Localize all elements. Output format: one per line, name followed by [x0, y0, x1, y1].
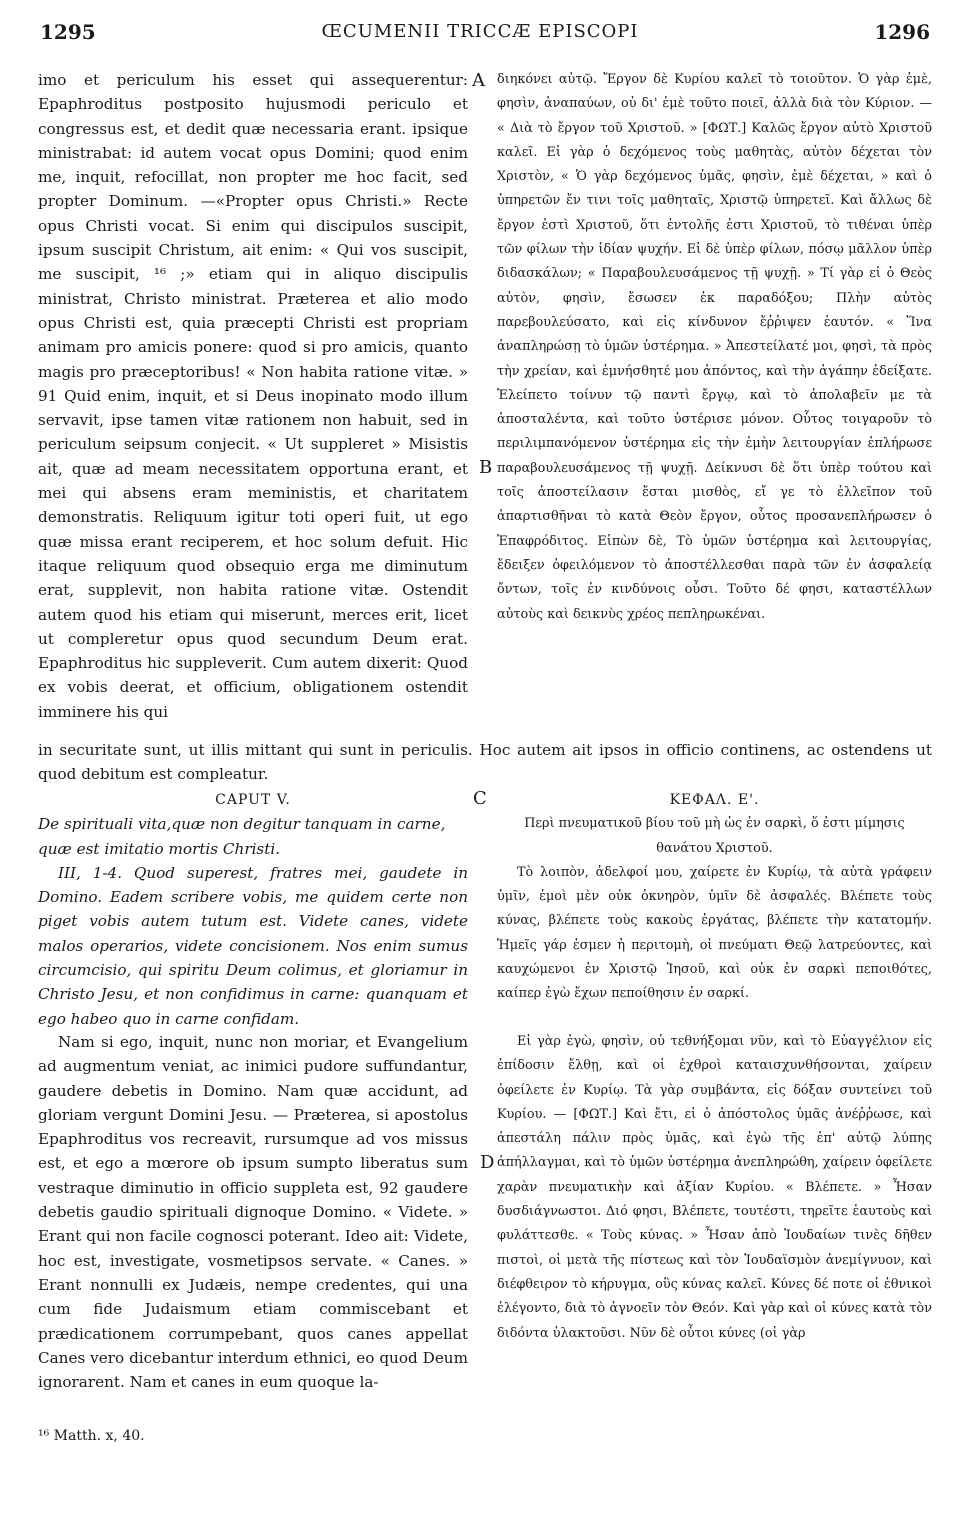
page-number-left: 1295	[40, 20, 96, 44]
latin-verse-text: III, 1-4. Quod superest, fratres mei, gaudete in Domino. Eadem scribere vobis, me quidem certe non piget vobis autem tutum est. Videte canes, videte malos operarios, videte concisionem. Nos enim sumus circumcisio, qui spiritu Deum colimus, et gloriamur in Christo Jesu, et non confidimus in carne: quanquam et ego habeo quo in carne confidam.	[38, 863, 468, 1028]
latin-text-top: imo et periculum his esset qui assequerentur: Epaphroditus postposito hujusmodi periculo et congressus est, et dedit quæ necessaria erant. ipsique ministrabat: id autem vocat opus Domini; quod enim me, inquit, refocillat, non propter me hoc facit, sed propter Dominum. —«Propter opus Christi.» Recte opus Christi vocat. Si enim qui discipulos suscipit, ipsum suscipit Christum, ait enim: « Qui vos suscipit, me suscipit, ¹⁶ ;» etiam qui in aliquo discipulis ministrat, Christo ministrat. Præterea et alio modo opus Christi est, quia præcepti Christi est propriam animam pro amicis ponere: quod si pro amicis, quanto magis pro præceptoribus! « Non habita ratione vitæ. » 91 Quid enim, inquit, et si Deus inopinato modo illum servavit, ipse tamen vitæ rationem non habuit, sed in periculum seipsum conjecit. « Ut suppleret » Misistis ait, quæ ad meam necessitatem opportuna erant, et mei qui absens eram meministis, et charitatem demonstratis. Reliquum igitur toti operi fuit, ut ego quæ missa erant reciperem, et hoc solum defuit. Hic itaque reliquum quod obsequio erga me diminutum erat, supplevit, non habita ratione vitæ. Ostendit autem quod his etiam qui miserunt, merces erit, licet ut compleretur opus quod secundum Deum erat. Epaphroditus hic suppleverit. Cum autem dixerit: Quod ex vobis deerat, et officium, obligationem ostendit imminere his qui	[38, 71, 468, 721]
greek-verse-text: Τὸ λοιπὸν, ἀδελφοί μου, χαίρετε ἐν Κυρίῳ, τὰ αὐτὰ γράφειν ὑμῖν, ἐμοὶ μὲν οὐκ ὀκνηρὸν, ὑμῖν δὲ ἀσφαλές. Βλέπετε τοὺς κύνας, βλέπετε τοὺς κακοὺς ἐργάτας, βλέπετε τὴν κατατομήν. Ἡμεῖς γάρ ἐσμεν ἡ περιτομὴ, οἱ πνεύματι Θεῷ λατρεύοντες, καὶ καυχώμενοι ἐν Χριστῷ Ἰησοῦ, καὶ οὐκ ἐν σαρκὶ πεποιθότες, καίπερ ἐγὼ ἔχων πεποίθησιν ἐν σαρκί.	[497, 864, 932, 1002]
page-number-right: 1296	[874, 20, 930, 44]
full-width-paragraph	[38, 738, 932, 786]
greek-column-bottom	[497, 1030, 932, 1420]
greek-chapter-heading: ΚΕΦΑΛ. Ε'.	[669, 792, 760, 808]
greek-text-bottom: Εἰ γὰρ ἐγὼ, φησὶν, οὐ τεθνήξομαι νῦν, καὶ τὸ Εὐαγγέλιον εἰς ἐπίδοσιν ἔλθῃ, καὶ οἱ ἐχθροὶ καταισχυνθήσονται, χαίρειν ὀφείλετε ἐν Κυρίῳ. Τὰ γὰρ συμβάντα, εἰς δόξαν συντείνει τοῦ Κυρίου. — [ΦΩΤ.] Καὶ ἔτι, εἰ ὁ ἀπόστολος ὑμᾶς ἀνέῤῥωσε, καὶ ἀπεστάλη πάλιν πρὸς ὑμᾶς, καὶ ἐγὼ τῆς ἐπ' αὐτῷ λύπης ἀπήλλαγμαι, καὶ τὸ ὑμῶν ὑστέρημα ἀνεπληρώθη, χαίρειν ὀφείλετε χαρὰν πνευματικὴν καὶ ἀξίαν Κυρίου. « Βλέπετε. » Ἦσαν δυσδιάγνωστοι. Διό φησι, Βλέπετε, τουτέστι, τηρεῖτε ἑαυτοὺς καὶ φυλάττεσθε. « Τοὺς κύνας. » Ἦσαν ἀπὸ Ἰουδαίων τινὲς δῆθεν πιστοὶ, οἱ μετὰ τῆς πίστεως καὶ τὸν Ἰουδαϊσμὸν ἀνεμίγνυον, καὶ διέφθειρον τὸ κήρυγμα, οὓς κύνας καλεῖ. Κύνες δέ ποτε οἱ ἐθνικοὶ ἐλέγοντο, διὰ τὸ ἀγνοεῖν τὸν Θεόν. Καὶ γὰρ καὶ οἱ κύνες κατὰ τὸν διδόντα ὑλακτοῦσι. Νῦν δὲ οὗτοι κύνες (οἱ γὰρ	[497, 1034, 932, 1341]
greek-column-top	[497, 68, 932, 738]
page-header	[30, 16, 930, 46]
greek-text-top: διηκόνει αὐτῷ. Ἔργον δὲ Κυρίου καλεῖ τὸ τοιοῦτον. Ὁ γὰρ ἐμὲ, φησὶν, ἀναπαύων, οὐ δι' ἐμὲ τοῦτο ποιεῖ, ἀλλὰ διὰ τὸν Κύριον. — « Διὰ τὸ ἔργον τοῦ Χριστοῦ. » [ΦΩΤ.] Καλῶς ἔργον αὐτὸ Χριστοῦ καλεῖ. Εἰ γὰρ ὁ δεχόμενος τοὺς μαθητὰς, αὐτὸν δέχεται τὸν Χριστὸν, « Ὁ γὰρ δεχόμενος ὑμᾶς, φησὶν, ἐμὲ δέχεται, » καὶ ὁ ὑπηρετῶν ἔν τινι τοῖς μαθηταῖς, Χριστῷ ὑπηρετεῖ. Καὶ ἄλλως δὲ ἔργον ἐστὶ Χριστοῦ, ὅτι ἐντολῆς ἐστι Χριστοῦ, τὸ τιθέναι ὑπὲρ τῶν φίλων τὴν ἰδίαν ψυχήν. Εἰ δὲ ὑπὲρ φίλων, πόσῳ μᾶλλον ὑπὲρ διδασκάλων; « Παραβουλευσάμενος τῇ ψυχῇ. » Τί γὰρ εἰ ὁ Θεὸς αὐτὸν, φησὶν, ἔσωσεν ἐκ παραδόξου; Πλὴν αὐτὸς παρεβουλεύσατο, καὶ εἰς κίνδυνον ἔῤῥιψεν ἑαυτόν. « Ἵνα ἀναπληρώσῃ τὸ ὑμῶν ὑστέρημα. » Ἀπεστείλατέ μοι, φησὶ, τὰ πρὸς τὴν χρείαν, καὶ ἐμνήσθητέ μου ἀπόντος, καὶ τὴν ἀγάπην ἐδείξατε. Ἐλείπετο τοίνυν τῷ παντὶ ἔργῳ, καὶ τὸ ἀπολαβεῖν με τὰ ἀποσταλέντα, καὶ τοῦτο ὑστέρισε μόνον. Οὗτος τοιγαροῦν τὸ περιλιμπανόμενον ὑστέρημα εἰς τὴν ἐμὴν λειτουργίαν ἐπλήρωσε παραβουλευσάμενος τῇ ψυχῇ. Δείκνυσι δὲ ὅτι ὑπὲρ τούτου καὶ τοῖς ἀποστείλασιν ἔσται μισθὸς, εἴ γε τὸ ἐλλεῖπον τοῦ ἀπαρτισθῆναι τὸ κατὰ Θεὸν ἔργον, οὗτος προσανεπλήρωσεν ὁ Ἐπαφρόδιτος. Εἰπὼν δὲ, Τὸ ὑμῶν ὑστέρημα καὶ λειτουργίας, ἔδειξεν ὀφειλόμενον τὸ ἀποστέλλεσθαι παρὰ τῶν ἐν ἀσφαλείᾳ ὄντων, τοῖς ἐν κινδύνοις οὖσι. Τοῦτο δέ φησι, καταστέλλων αὐτοὺς καὶ δεικνὺς χρέος πεπληρωκέναι.	[497, 72, 932, 622]
latin-chapter-block	[38, 788, 468, 1028]
margin-marker-c: C	[473, 788, 487, 809]
running-title: ŒCUMENII TRICCÆ EPISCOPI	[321, 21, 639, 42]
full-width-text: in securitate sunt, ut illis mittant qui sunt in periculis. Hoc autem ait ipsos in officio continens, ac ostendens ut quod debitum est compleatur.	[38, 741, 932, 783]
latin-column-bottom	[38, 1030, 468, 1408]
margin-marker-a: A	[472, 70, 485, 91]
greek-chapter-subtitle: Περὶ πνευματικοῦ βίου τοῦ μὴ ὡς ἐν σαρκὶ, ὅ ἐστι μίμησις θανάτου Χριστοῦ.	[524, 816, 905, 856]
latin-chapter-heading: CAPUT V.	[215, 792, 291, 808]
margin-marker-d: D	[480, 1152, 495, 1173]
latin-chapter-subtitle: De spirituali vita,quæ non degitur tanquam in carne, quæ est imitatio mortis Christi.	[38, 815, 446, 858]
footnote: ¹⁶ Matth. x, 40.	[38, 1428, 145, 1444]
margin-marker-b: B	[479, 457, 493, 478]
latin-column-top	[38, 68, 468, 738]
greek-chapter-block	[497, 788, 932, 1030]
latin-text-bottom: Nam si ego, inquit, nunc non moriar, et Evangelium ad augmentum veniat, ac inimici pudore suffundantur, gaudere debetis in Domino. Nam quæ accidunt, ad gloriam vergunt Domini Jesu. — Præterea, si apostolus Epaphroditus vos recreavit, rursumque ad vos missus est, et ego a mœrore ob ipsum sumpto liberatus sum vestraque diminutio in officio suppleta est, 92 gaudere debetis gaudio spirituali dignoque Domino. « Videte. » Erant qui non facile cognosci poterant. Ideo ait: Videte, hoc est, investigate, vosmetipsos servate. « Canes. » Erant nonnulli ex Judæis, nempe credentes, qui una cum fide Judaismum etiam commiscebant et prædicationem corrumpebant, quos canes appellat Canes vero dicebantur interdum ethnici, eo quod Deum ignorarent. Nam et canes in eum quoque la-	[38, 1033, 468, 1392]
